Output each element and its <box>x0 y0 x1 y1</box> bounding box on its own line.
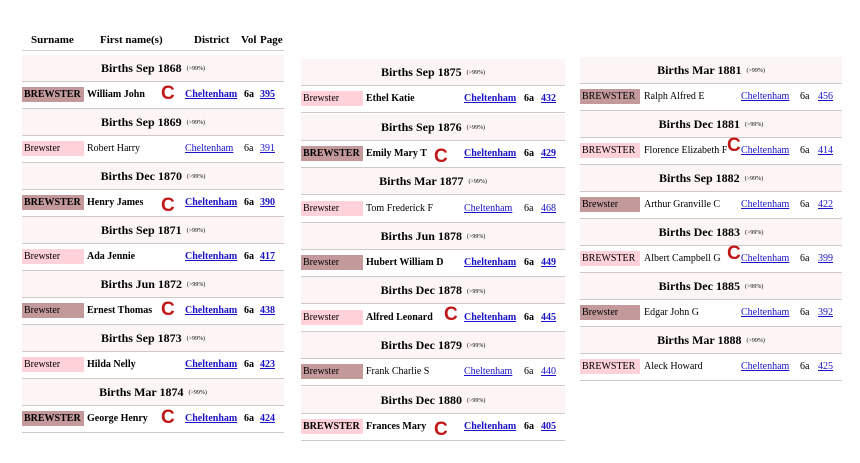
surname-cell: BREWSTER <box>580 251 640 266</box>
surname-cell: Brewster <box>301 255 363 270</box>
surname-cell: BREWSTER <box>22 87 84 102</box>
first-names-cell: Florence Elizabeth F <box>644 145 728 156</box>
page-link[interactable]: 425 <box>818 361 833 372</box>
quarter-label: Births Mar 1874 <box>99 385 184 399</box>
confidence-label: (>99%) <box>466 234 486 241</box>
page-link[interactable]: 399 <box>818 253 833 264</box>
district-link[interactable]: Cheltenham <box>464 147 517 159</box>
confidence-label: (>99%) <box>466 343 486 350</box>
page-link[interactable]: 445 <box>541 311 556 323</box>
quarter-heading <box>301 277 565 304</box>
birth-entry-row <box>580 192 842 219</box>
confidence-label: (>99%) <box>186 228 206 235</box>
district-link[interactable]: Cheltenham <box>741 253 790 264</box>
birth-entry-row <box>580 135 842 165</box>
first-names-cell: Albert Campbell G <box>644 253 721 264</box>
quarter-title <box>580 327 842 354</box>
volume-cell: 6a <box>800 253 810 264</box>
quarter-label: Births Mar 1888 <box>657 333 742 347</box>
district-link[interactable]: Cheltenham <box>741 199 790 210</box>
quarter-label: Births Mar 1881 <box>657 63 742 77</box>
page-link[interactable]: 417 <box>260 251 275 262</box>
first-names-cell: Ada Jennie <box>87 251 136 262</box>
first-names-cell: Emily Mary T <box>366 147 427 159</box>
page-link[interactable]: 468 <box>541 202 556 214</box>
birth-entry-row <box>301 196 565 223</box>
surname-cell: BREWSTER <box>580 89 640 104</box>
first-names-cell: Henry James <box>87 197 144 208</box>
quarter-label: Births Sep 1873 <box>100 331 182 345</box>
quarter-label: Births Sep 1876 <box>380 119 462 134</box>
page-link[interactable]: 432 <box>541 93 556 105</box>
annotation-mark: C <box>727 135 741 156</box>
district-link[interactable]: Cheltenham <box>185 251 238 262</box>
birth-entry-row <box>22 244 284 271</box>
quarter-label: Births Sep 1868 <box>100 61 182 75</box>
birth-entry-row <box>301 359 565 386</box>
quarter-title <box>301 277 565 304</box>
quarter-title <box>301 168 565 195</box>
confidence-label: (>99%) <box>466 288 486 295</box>
page-link[interactable]: 391 <box>260 143 275 154</box>
district-link[interactable]: Cheltenham <box>741 145 790 156</box>
quarter-heading <box>22 379 284 406</box>
surname-cell: Brewster <box>580 197 640 212</box>
volume-cell: 6a <box>524 93 534 105</box>
first-names-cell: Robert Harry <box>87 143 141 154</box>
birth-entry-row <box>580 243 842 273</box>
quarter-heading <box>22 217 284 244</box>
quarter-title <box>22 325 284 352</box>
annotation-mark: C <box>161 299 175 320</box>
confidence-label: (>99%) <box>744 230 764 237</box>
confidence-label: (>99%) <box>744 284 764 291</box>
annotation-mark: C <box>161 407 175 428</box>
birth-entry-row <box>22 298 284 325</box>
first-names-cell: Frances Mary <box>366 420 427 432</box>
quarter-heading <box>580 273 842 300</box>
quarter-heading <box>580 219 842 246</box>
surname-cell: Brewster <box>301 364 363 379</box>
header-vol: Vol <box>241 34 257 46</box>
birth-entry-row <box>580 354 842 381</box>
quarter-label: Births Dec 1880 <box>380 392 462 407</box>
surname-cell: BREWSTER <box>301 146 363 161</box>
first-names-cell: Frank Charlie S <box>366 366 430 378</box>
volume-cell: 6a <box>800 361 810 372</box>
quarter-label: Births Jun 1872 <box>100 277 182 291</box>
volume-cell: 6a <box>524 147 534 159</box>
first-names-cell: Edgar John G <box>644 307 699 318</box>
page-link[interactable]: 438 <box>260 305 275 316</box>
birth-entry-row <box>580 300 842 327</box>
quarter-title <box>22 55 284 82</box>
page-link[interactable]: 456 <box>818 91 833 102</box>
surname-cell: BREWSTER <box>22 411 84 426</box>
first-names-cell: Hubert William D <box>366 257 444 269</box>
confidence-label: (>99%) <box>186 282 206 289</box>
surname-cell: Brewster <box>301 310 363 325</box>
quarter-heading <box>22 55 284 82</box>
district-link[interactable]: Cheltenham <box>741 307 790 318</box>
first-names-cell: Ernest Thomas <box>87 305 153 316</box>
surname-cell: Brewster <box>22 357 84 372</box>
confidence-label: (>99%) <box>466 124 486 131</box>
quarter-label: Births Sep 1875 <box>380 65 462 79</box>
annotation-mark: C <box>727 243 741 264</box>
quarter-title <box>22 109 284 136</box>
volume-cell: 6a <box>244 251 254 262</box>
quarter-heading <box>301 332 565 359</box>
district-link[interactable]: Cheltenham <box>185 359 238 370</box>
quarter-heading <box>301 168 565 195</box>
confidence-label: (>99%) <box>468 179 487 186</box>
quarter-title <box>301 332 565 359</box>
confidence-label: (>99%) <box>744 122 764 129</box>
district-link[interactable]: Cheltenham <box>185 305 238 316</box>
confidence-label: (>99%) <box>188 390 207 397</box>
volume-cell: 6a <box>244 197 254 208</box>
annotation-mark: C <box>434 418 448 440</box>
district-link[interactable]: Cheltenham <box>185 197 238 208</box>
birth-entry-row <box>22 82 284 109</box>
surname-cell: Brewster <box>580 305 640 320</box>
quarter-label: Births Dec 1879 <box>380 338 462 352</box>
page-link[interactable]: 390 <box>260 197 275 208</box>
quarter-title <box>580 165 842 192</box>
quarter-heading <box>22 271 284 298</box>
page-link[interactable]: 405 <box>541 420 556 432</box>
quarter-heading <box>580 327 842 354</box>
quarter-label: Births Dec 1885 <box>658 279 740 293</box>
header-divider <box>22 50 284 51</box>
quarter-title <box>301 59 565 86</box>
volume-cell: 6a <box>524 257 534 269</box>
annotation-mark: C <box>161 83 175 104</box>
quarter-title <box>301 223 565 250</box>
page-link[interactable]: 424 <box>260 413 275 424</box>
quarter-title <box>301 387 565 414</box>
confidence-label: (>99%) <box>466 70 486 77</box>
page-link[interactable]: 429 <box>541 147 556 159</box>
confidence-label: (>99%) <box>746 68 765 75</box>
header-first-names: First name(s) <box>100 34 163 46</box>
quarter-title <box>580 57 842 84</box>
quarter-label: Births Dec 1870 <box>100 169 182 183</box>
birth-entry-row <box>22 352 284 379</box>
volume-cell: 6a <box>800 199 810 210</box>
district-link[interactable]: Cheltenham <box>464 202 513 214</box>
birth-entry-row <box>301 86 565 113</box>
volume-cell: 6a <box>244 413 254 424</box>
birth-entry-row <box>22 406 284 433</box>
quarter-label: Births Sep 1869 <box>100 115 182 129</box>
volume-cell: 6a <box>524 311 534 323</box>
quarter-heading <box>301 114 565 141</box>
confidence-label: (>99%) <box>186 66 206 73</box>
page-link[interactable]: 423 <box>260 359 275 370</box>
quarter-title <box>580 219 842 246</box>
first-names-cell: William John <box>87 89 145 100</box>
quarter-heading <box>580 165 842 192</box>
confidence-label: (>99%) <box>186 336 206 343</box>
surname-cell: BREWSTER <box>22 195 84 210</box>
volume-cell: 6a <box>524 420 534 432</box>
district-link[interactable]: Cheltenham <box>185 413 238 424</box>
volume-cell: 6a <box>244 359 254 370</box>
quarter-title <box>22 217 284 244</box>
surname-cell: Brewster <box>22 303 84 318</box>
confidence-label: (>99%) <box>466 397 486 404</box>
first-names-cell: Alfred Leonard <box>366 311 433 323</box>
volume-cell: 6a <box>800 307 810 318</box>
quarter-label: Births Dec 1883 <box>658 225 740 239</box>
confidence-label: (>99%) <box>746 338 765 345</box>
quarter-label: Births Sep 1871 <box>100 223 182 237</box>
page-link[interactable]: 422 <box>818 199 833 210</box>
quarter-heading <box>301 387 565 414</box>
first-names-cell: Arthur Granville C <box>644 199 721 210</box>
table-header <box>22 34 284 54</box>
first-names-cell: Hilda Nelly <box>87 359 136 370</box>
page-link[interactable]: 440 <box>541 366 556 378</box>
volume-cell: 6a <box>800 91 810 102</box>
header-district: District <box>194 34 230 46</box>
volume-cell: 6a <box>800 145 810 156</box>
birth-entry-row <box>301 250 565 277</box>
quarter-label: Births Dec 1881 <box>658 117 740 131</box>
first-names-cell: Ethel Katie <box>366 93 415 105</box>
page-link[interactable]: 449 <box>541 257 556 269</box>
birth-entry-row <box>301 414 565 441</box>
quarter-title <box>22 271 284 298</box>
district-link[interactable]: Cheltenham <box>185 143 234 154</box>
quarter-title <box>22 163 284 190</box>
district-link[interactable]: Cheltenham <box>464 311 517 323</box>
header-surname: Surname <box>31 34 74 46</box>
birth-entry-row <box>580 84 842 111</box>
page-link[interactable]: 395 <box>260 89 275 100</box>
quarter-label: Births Jun 1878 <box>380 228 462 243</box>
header-page: Page <box>260 34 283 46</box>
confidence-label: (>99%) <box>186 174 206 181</box>
birth-entry-row <box>301 141 565 168</box>
annotation-mark: C <box>434 145 448 167</box>
surname-cell: Brewster <box>22 141 84 156</box>
annotation-mark: C <box>444 303 458 325</box>
quarter-heading <box>301 59 565 86</box>
surname-cell: Brewster <box>301 91 363 106</box>
page-link[interactable]: 414 <box>818 145 833 156</box>
quarter-heading <box>580 57 842 84</box>
volume-cell: 6a <box>524 202 534 214</box>
surname-cell: BREWSTER <box>301 419 363 434</box>
first-names-cell: Aleck Howard <box>644 361 703 372</box>
quarter-label: Births Dec 1878 <box>380 283 462 298</box>
birth-entry-row <box>301 305 565 332</box>
quarter-heading <box>580 111 842 138</box>
quarter-heading <box>301 223 565 250</box>
surname-cell: BREWSTER <box>580 143 640 158</box>
quarter-label: Births Mar 1877 <box>379 174 464 189</box>
surname-cell: Brewster <box>301 201 363 216</box>
district-link[interactable]: Cheltenham <box>185 89 238 100</box>
confidence-label: (>99%) <box>186 120 206 127</box>
quarter-heading <box>22 163 284 190</box>
district-link[interactable]: Cheltenham <box>464 257 517 269</box>
volume-cell: 6a <box>244 143 254 154</box>
surname-cell: BREWSTER <box>580 359 640 374</box>
volume-cell: 6a <box>244 305 254 316</box>
birth-entry-row <box>22 136 284 163</box>
quarter-label: Births Sep 1882 <box>658 171 740 185</box>
quarter-heading <box>22 109 284 136</box>
district-link[interactable]: Cheltenham <box>464 420 517 432</box>
quarter-heading <box>22 325 284 352</box>
volume-cell: 6a <box>244 89 254 100</box>
quarter-title <box>580 111 842 138</box>
surname-cell: Brewster <box>22 249 84 264</box>
district-link[interactable]: Cheltenham <box>741 361 790 372</box>
district-link[interactable]: Cheltenham <box>464 366 513 378</box>
first-names-cell: George Henry <box>87 413 148 424</box>
first-names-cell: Ralph Alfred E <box>644 91 705 102</box>
confidence-label: (>99%) <box>744 176 764 183</box>
annotation-mark: C <box>161 195 175 216</box>
district-link[interactable]: Cheltenham <box>741 91 790 102</box>
quarter-title <box>580 273 842 300</box>
district-link[interactable]: Cheltenham <box>464 93 517 105</box>
birth-entry-row <box>22 190 284 217</box>
volume-cell: 6a <box>524 366 534 378</box>
page-link[interactable]: 392 <box>818 307 833 318</box>
first-names-cell: Tom Frederick F <box>366 202 434 214</box>
quarter-title <box>22 379 284 406</box>
quarter-title <box>301 114 565 141</box>
